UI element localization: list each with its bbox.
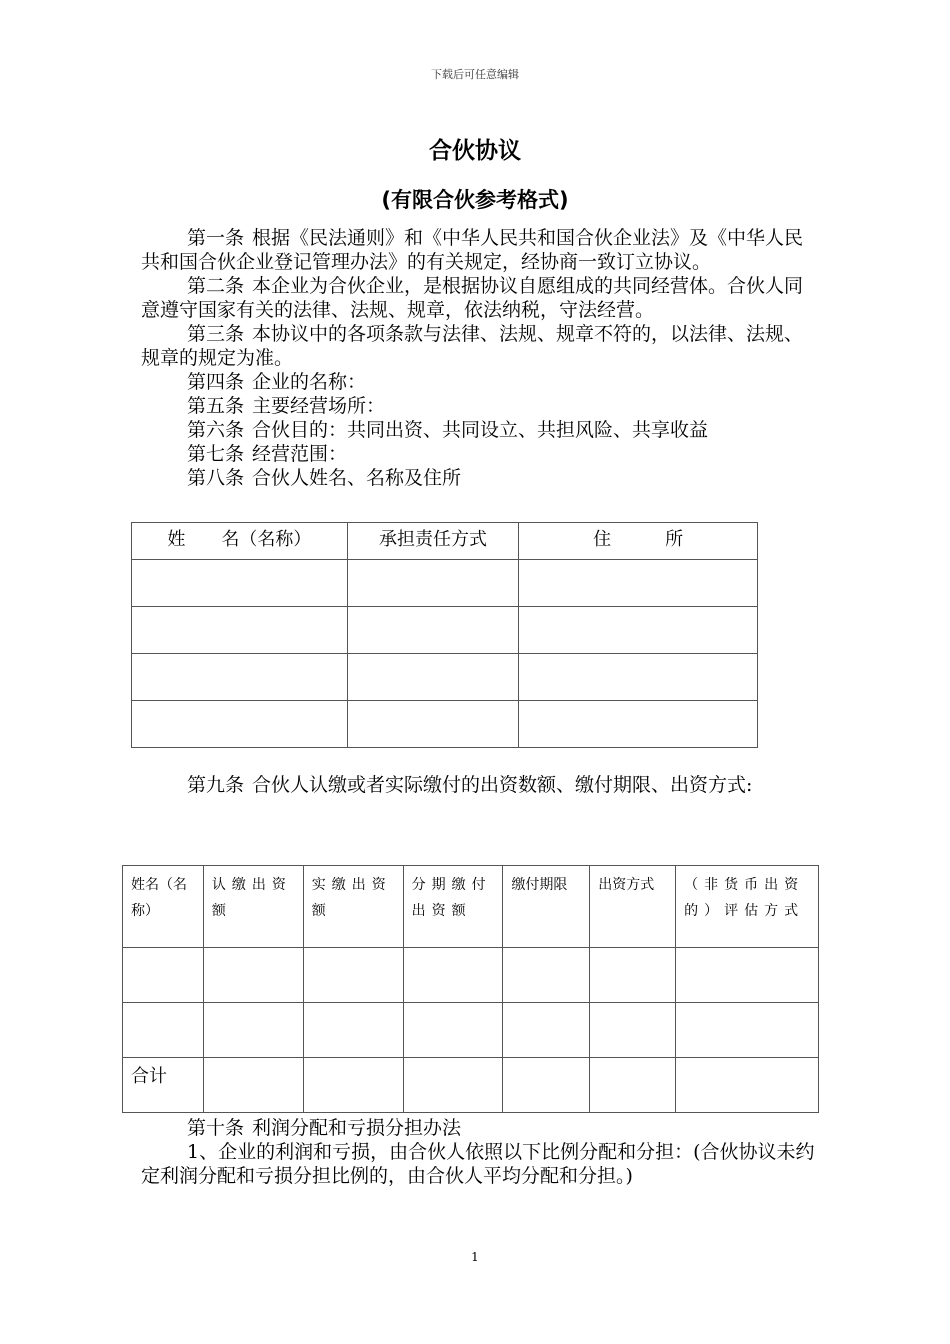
article-6 <box>141 418 821 442</box>
article-4 <box>141 370 821 394</box>
table-cell[interactable] <box>590 1003 676 1058</box>
header-cell-paid: 实缴出资额 <box>303 866 403 948</box>
document-title: 合伙协议 <box>429 138 521 164</box>
contribution-table <box>122 865 819 1113</box>
article-text: 企业的名称： <box>252 371 367 393</box>
header-cell-liability: 承担责任方式 <box>347 523 519 560</box>
total-label: 合计 <box>123 1058 204 1113</box>
table-cell[interactable] <box>503 948 590 1003</box>
page-number: 1 <box>471 1250 479 1264</box>
table-row <box>132 701 758 748</box>
article-2 <box>141 274 821 322</box>
table-row <box>132 607 758 654</box>
table-header-row <box>123 866 819 948</box>
article-10-block <box>141 1116 821 1188</box>
table-row <box>132 560 758 607</box>
table-row <box>123 1003 819 1058</box>
table-row <box>132 654 758 701</box>
table-row <box>123 948 819 1003</box>
table-cell[interactable] <box>123 948 204 1003</box>
table-cell[interactable] <box>303 1003 403 1058</box>
article-num: 第三条 <box>187 323 245 345</box>
table-cell[interactable] <box>503 1003 590 1058</box>
article-num: 第四条 <box>187 371 245 393</box>
table-cell[interactable] <box>519 560 758 607</box>
article-text: 本协议中的各项条款与法律、法规、规章不符的，以法律、法规、规章的规定为准。 <box>141 323 804 369</box>
header-cell-installment: 分期缴付出资额 <box>403 866 503 948</box>
table-cell[interactable] <box>503 1058 590 1113</box>
article-text: 经营范围： <box>252 443 348 465</box>
article-text: 合伙人认缴或者实际缴付的出资数额、缴付期限、出资方式: <box>252 774 753 796</box>
article-num: 第五条 <box>187 395 245 417</box>
article-9 <box>141 773 821 797</box>
table-cell[interactable] <box>519 607 758 654</box>
article-3 <box>141 322 821 370</box>
table-cell[interactable] <box>403 1003 503 1058</box>
table-cell[interactable] <box>132 654 348 701</box>
table-cell[interactable] <box>347 560 519 607</box>
article-num: 第六条 <box>187 419 245 441</box>
table-cell[interactable] <box>203 1058 303 1113</box>
table-cell[interactable] <box>403 1058 503 1113</box>
header-cell-deadline: 缴付期限 <box>503 866 590 948</box>
header-cell-subscribed: 认缴出资额 <box>203 866 303 948</box>
header-cell-address: 住 所 <box>519 523 758 560</box>
table-cell[interactable] <box>123 1003 204 1058</box>
article-text: 根据《民法通则》和《中华人民共和国合伙企业法》及《中华人民共和国合伙企业登记管理办法》的有关规定，经协商一致订立协议。 <box>141 227 804 273</box>
article-9-block <box>141 773 821 797</box>
article-5 <box>141 394 821 418</box>
article-7 <box>141 442 821 466</box>
table-cell[interactable] <box>519 654 758 701</box>
table-header-row <box>132 523 758 560</box>
table-cell[interactable] <box>403 948 503 1003</box>
table-cell[interactable] <box>303 948 403 1003</box>
header-cell-valuation: （非货币出资的）评估方式 <box>676 866 819 948</box>
article-num: 第九条 <box>187 774 245 796</box>
article-num: 第一条 <box>187 227 245 249</box>
document-subtitle: (有限合伙参考格式) <box>381 188 569 212</box>
table-cell[interactable] <box>203 948 303 1003</box>
table-cell[interactable] <box>347 654 519 701</box>
table-cell[interactable] <box>519 701 758 748</box>
article-num: 第八条 <box>187 467 245 489</box>
article-text: 主要经营场所： <box>252 395 386 417</box>
table-cell[interactable] <box>676 1003 819 1058</box>
article-text: 本企业为合伙企业，是根据协议自愿组成的共同经营体。合伙人同意遵守国家有关的法律、法规、规章，依法纳税，守法经营。 <box>141 275 804 321</box>
article-num: 第十条 <box>187 1117 245 1139</box>
table-cell[interactable] <box>590 1058 676 1113</box>
article-text: 利润分配和亏损分担办法 <box>252 1117 462 1139</box>
table-cell[interactable] <box>132 701 348 748</box>
partners-table <box>131 522 758 748</box>
table-cell[interactable] <box>203 1003 303 1058</box>
articles-top <box>141 226 821 490</box>
article-num: 第七条 <box>187 443 245 465</box>
header-cell-method: 出资方式 <box>590 866 676 948</box>
page-header: 下载后可任意编辑 <box>431 68 519 81</box>
article-num: 第二条 <box>187 275 245 297</box>
table-cell[interactable] <box>347 701 519 748</box>
table-cell[interactable] <box>303 1058 403 1113</box>
article-text: 合伙人姓名、名称及住所 <box>252 467 462 489</box>
table-total-row <box>123 1058 819 1113</box>
article-text: 合伙目的：共同出资、共同设立、共担风险、共享收益 <box>252 419 709 441</box>
header-cell-name: 姓名（名称） <box>123 866 204 948</box>
header-cell-name: 姓 名（名称） <box>132 523 348 560</box>
article-10 <box>141 1116 821 1140</box>
table-cell[interactable] <box>590 948 676 1003</box>
table-cell[interactable] <box>676 1058 819 1113</box>
article-8 <box>141 466 821 490</box>
table-cell[interactable] <box>676 948 819 1003</box>
table-cell[interactable] <box>132 560 348 607</box>
article-10-item-1: 1、企业的利润和亏损，由合伙人依照以下比例分配和分担：(合伙协议未约定利润分配和亏损分担比例的，由合伙人平均分配和分担。) <box>141 1141 815 1187</box>
article-1 <box>141 226 821 274</box>
table-cell[interactable] <box>132 607 348 654</box>
table-cell[interactable] <box>347 607 519 654</box>
